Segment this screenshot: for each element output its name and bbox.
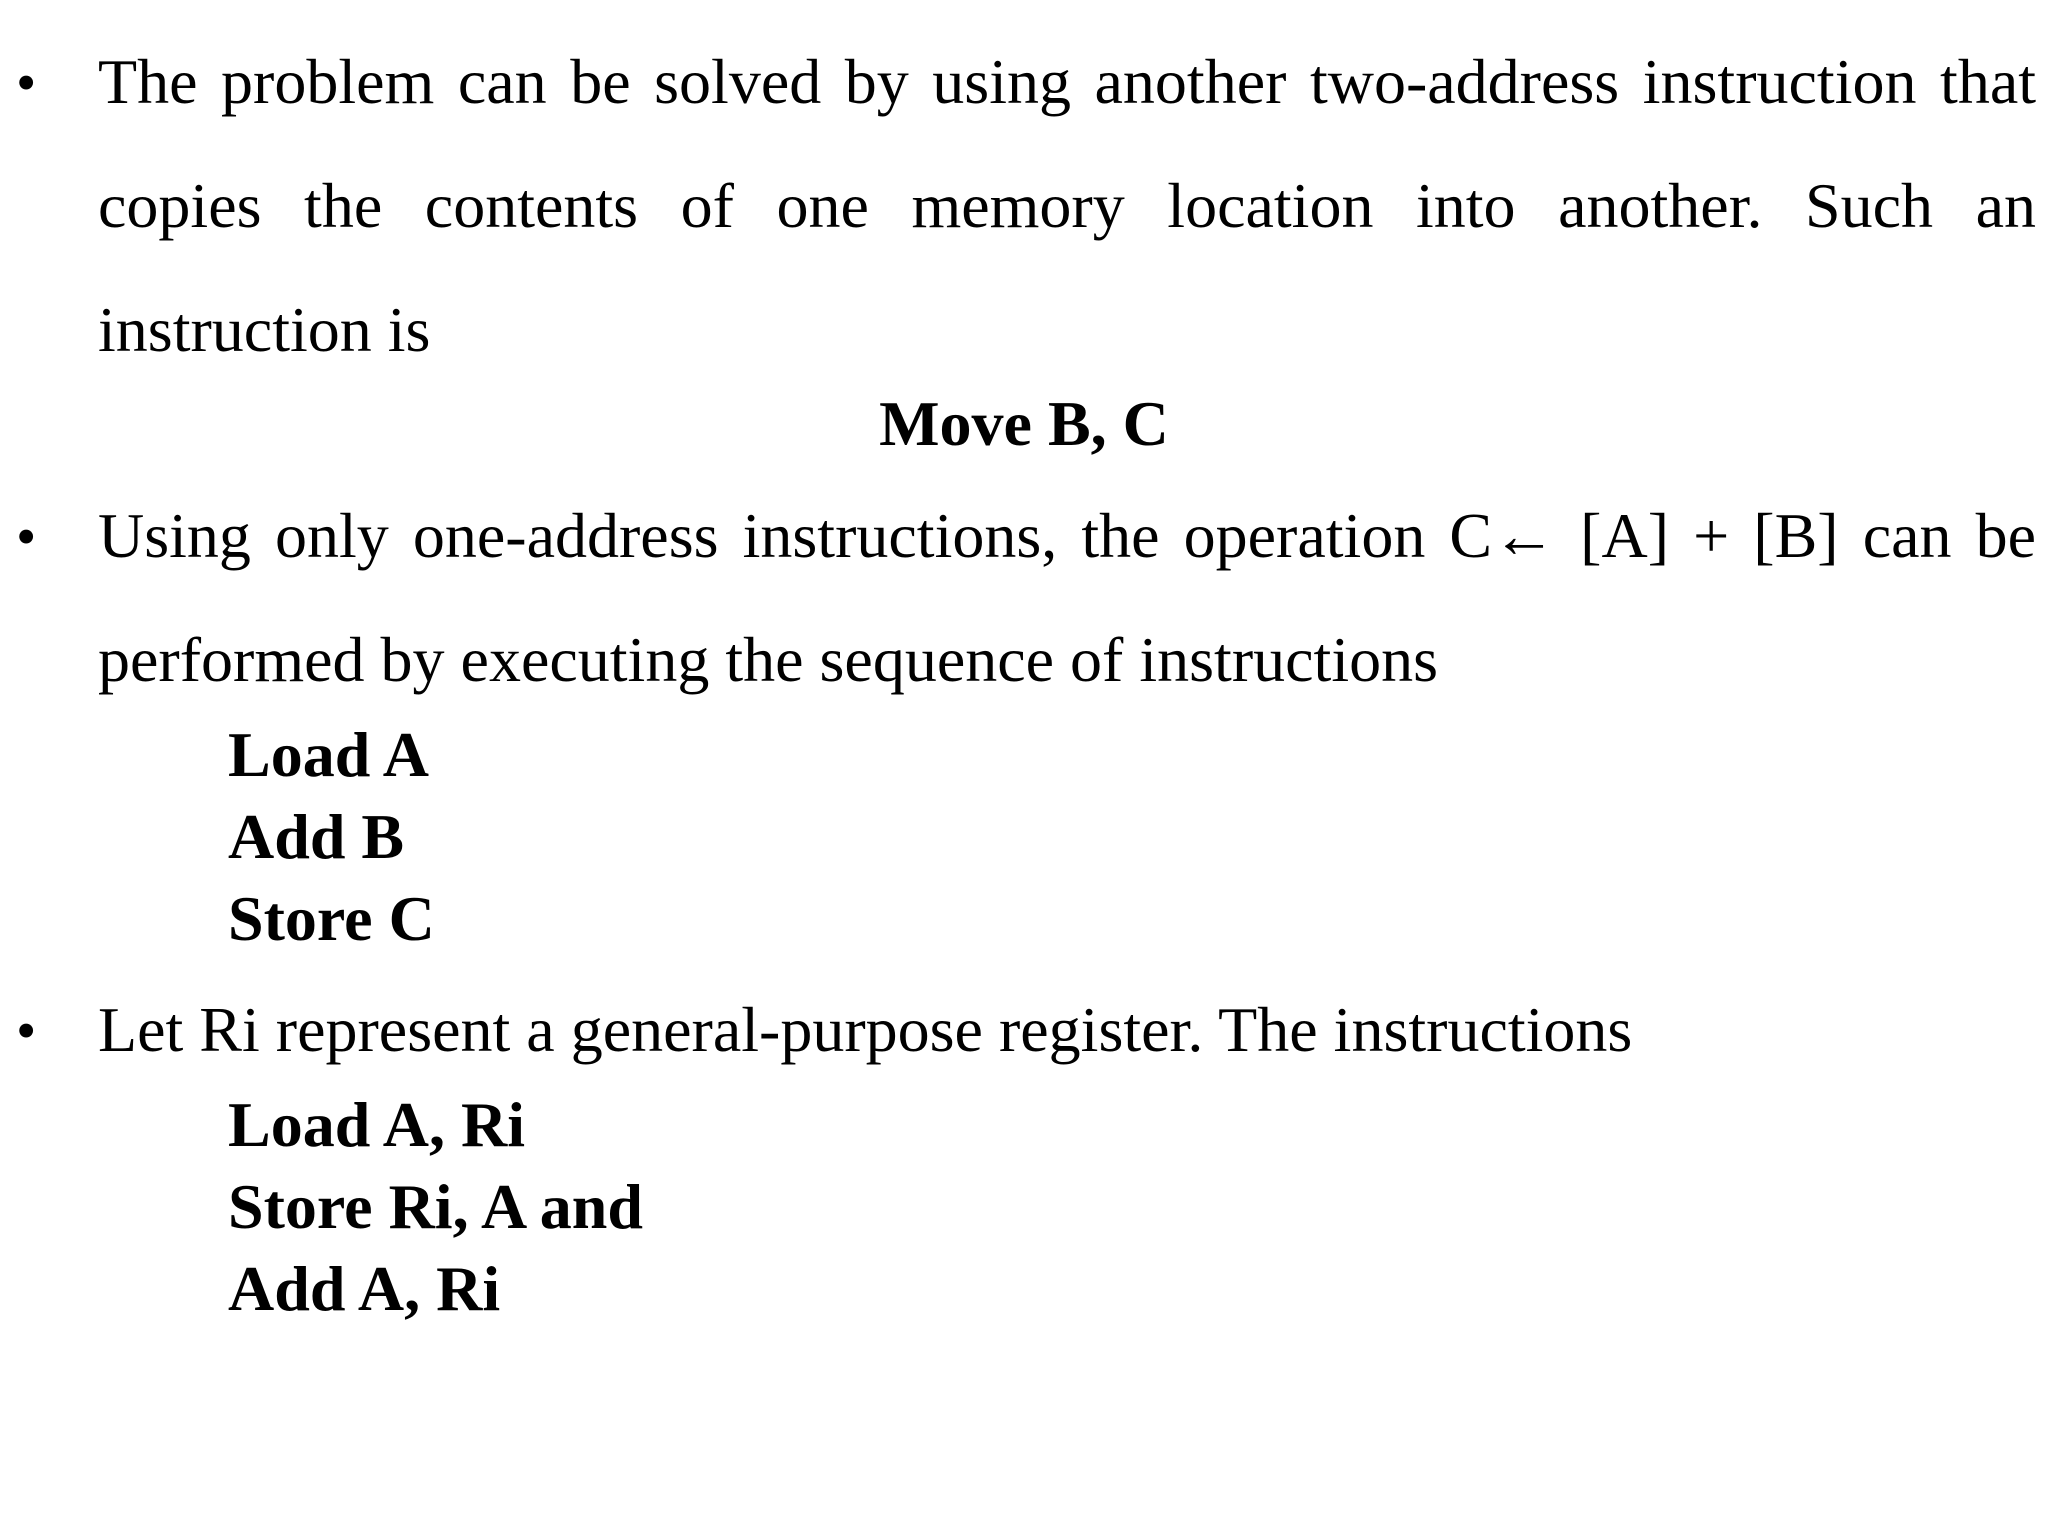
code-move-b-c xyxy=(0,384,2048,464)
bullet-3-text: Let Ri represent a general-purpose register. The instructions xyxy=(98,994,1633,1065)
bullet-2-text: Using only one-address instructions, the operation C← [A] + [B] can be performed by executing the sequence of instructions xyxy=(98,500,2036,695)
code-line: Store Ri, A and xyxy=(228,1171,643,1242)
bullet-marker-2: • xyxy=(16,504,37,569)
code-line: Add A, Ri xyxy=(228,1253,501,1324)
bullet-1-text: The problem can be solved by using another two-address instruction that copies the contents of one memory location into another. Such an instruction is xyxy=(98,46,2036,365)
code-line: Add B xyxy=(228,801,405,872)
code-block-one-address xyxy=(228,714,435,960)
bullet-marker-3: • xyxy=(16,998,37,1063)
bullet-marker-1: • xyxy=(16,50,37,115)
code-line: Load A xyxy=(228,719,429,790)
code-block-register xyxy=(228,1084,643,1330)
code-line: Store C xyxy=(228,883,435,954)
code-line: Move B, C xyxy=(879,388,1169,459)
code-line: Load A, Ri xyxy=(228,1089,525,1160)
